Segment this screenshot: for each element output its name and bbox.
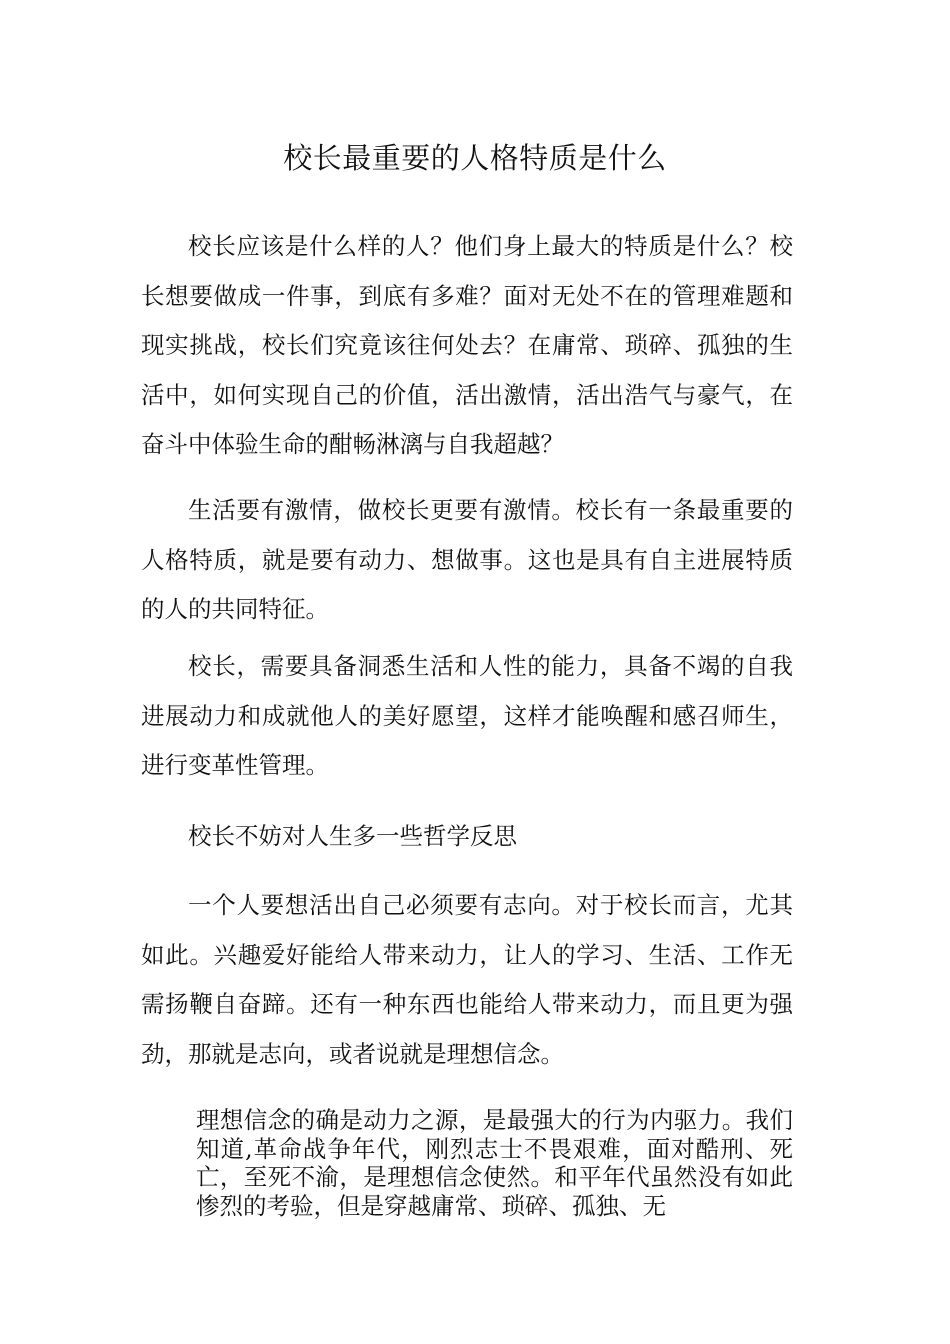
paragraph-6: 理想信念的确是动力之源，是最强大的行为内驱力。我们知道,革命战争年代，刚烈志士不畏艰难，面对酷刑、死亡，至死不渝，是理想信念使然。和平年代虽然没有如此惨烈的考验，但是穿越庸常、琐碎、孤独、无 xyxy=(196,1106,793,1220)
paragraph-5: 一个人要想活出自己必须要有志向。对于校长而言，尤其如此。兴趣爱好能给人带来动力，让人的学习、生活、工作无需扬鞭自奋蹄。还有一种东西也能给人带来动力，而且更为强劲，那就是志向，或者说就是理想信念。 xyxy=(141,891,793,1068)
paragraph-3: 校长，需要具备洞悉生活和人性的能力，具备不竭的自我进展动力和成就他人的美好愿望，这样才能唤醒和感召师生，进行变革性管理。 xyxy=(141,652,793,779)
paragraph-1: 校长应该是什么样的人？他们身上最大的特质是什么？校长想要做成一件事，到底有多难？面对无处不在的管理难题和现实挑战，校长们究竟该往何处去？在庸常、琐碎、孤独的生活中，如何实现自己的价值，活出激情，活出浩气与豪气，在奋斗中体验生命的酣畅淋漓与自我超越？ xyxy=(141,232,793,458)
paragraph-2: 生活要有激情，做校长更要有激情。校长有一条最重要的人格特质，就是要有动力、想做事。这也是具有自主进展特质的人的共同特征。 xyxy=(141,496,793,623)
section-heading: 校长不妨对人生多一些哲学反思 xyxy=(188,822,517,850)
document-title: 校长最重要的人格特质是什么 xyxy=(283,141,667,175)
